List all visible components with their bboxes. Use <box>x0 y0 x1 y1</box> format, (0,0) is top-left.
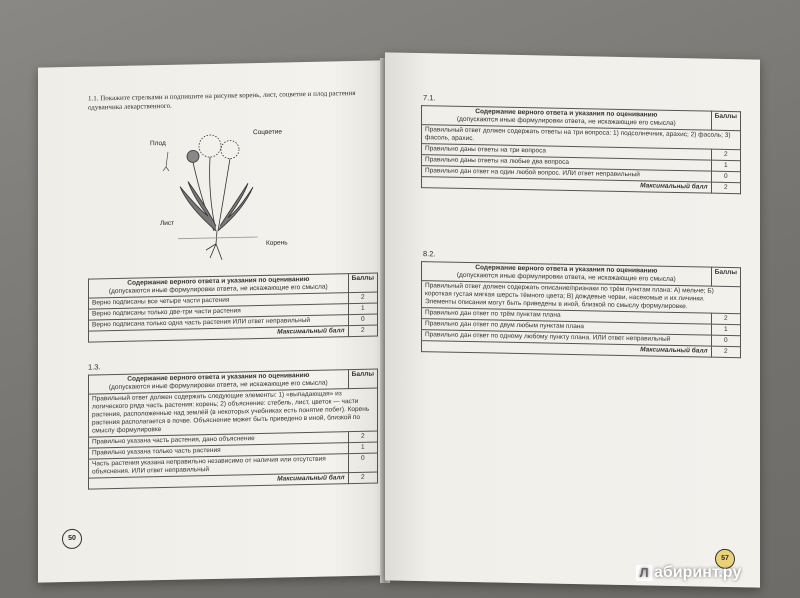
table-row: Правильно указана часть растения, дано объяснение 2 <box>89 431 378 448</box>
table-header: Содержание верного ответа и указания по оцениванию (допускаются иные формулировки ответа, не искажающие его смысла) <box>89 370 349 394</box>
labirint-logo-icon: Л <box>636 565 652 581</box>
table-header-points: Баллы <box>711 111 740 131</box>
table-row: Правильно дан ответ на один любой вопрос. ИЛИ ответ неправильный 0 <box>422 166 741 183</box>
right-page <box>385 52 760 587</box>
scoring-table-8-2 <box>421 261 741 358</box>
scoring-table-7-1 <box>421 105 741 194</box>
dandelion-illustration <box>158 125 278 268</box>
page-number: 50 <box>62 529 82 549</box>
table-row-max: Максимальный балл 2 <box>422 341 741 358</box>
table-row-max: Максимальный балл 2 <box>422 177 741 194</box>
table-header: Содержание верного ответа и указания по оцениванию (допускаются иные формулировки ответа, не искажающие его смысла) <box>89 274 349 298</box>
table-row-max: Максимальный балл 2 <box>89 325 378 342</box>
section-7-1-heading: 7.1. <box>423 93 436 103</box>
label-inflorescence: Соцветие <box>253 128 283 137</box>
table-row: Правильно даны ответы на любые два вопроса 1 <box>422 155 741 172</box>
table-row: Правильно дан ответ по двум любым пунктам плана 1 <box>422 319 741 336</box>
table-answer: Правильный ответ должен содержать описание/признаки по трём пунктам плана: А) мельче; Б) короткая густая мягкая шерсть тёмного цвета; В) дождевые черви, насекомые и их личинки. Элементы описания могут быть приведены в иной, близкой по смыслу формулировке. <box>422 281 741 314</box>
table-header: Содержание верного ответа и указания по оцениванию (допускаются иные формулировки ответа, не искажающие его смысла) <box>422 262 712 287</box>
table-row-max: Максимальный балл 2 <box>89 472 378 489</box>
section-8-2-heading: 8.2. <box>423 249 436 259</box>
table-row: Правильно указана только часть растения 1 <box>89 442 378 459</box>
table-row: Верно подписаны все четыре части растения 2 <box>89 292 378 309</box>
labirint-watermark: Л абиринт.ру <box>636 564 741 582</box>
table-header-points: Баллы <box>348 273 377 293</box>
left-page <box>38 60 384 582</box>
section-1-3-heading: 1.3. <box>88 362 101 372</box>
scoring-table-1-1 <box>88 273 378 343</box>
page-number: 57 <box>715 549 735 569</box>
label-root: Корень <box>266 239 288 247</box>
label-leaf: Лист <box>160 219 175 228</box>
table-row: Верно подписана только одна часть растения ИЛИ ответ неправильный 0 <box>89 314 378 331</box>
table-header: Содержание верного ответа и указания по оцениванию (допускаются иные формулировки ответа, не искажающие его смысла) <box>422 106 712 131</box>
scoring-table-1-3 <box>88 369 378 490</box>
table-answer: Правильный ответ должен содержать ответы на три вопроса: 1) подсолнечник, арахис; 2) фасоль; 3) фасоль, арахис. <box>422 125 741 150</box>
question-1-1-text: 1.1. Покажите стрелками и подпишите на рисунке корень, лист, соцветие и плод растения одуванчика лекарственного. <box>88 88 356 112</box>
label-fruit: Плод <box>150 139 166 148</box>
table-row: Верно подписаны только две-три части растения 1 <box>89 303 378 320</box>
table-row: Правильно даны ответы на три вопроса 2 <box>422 144 741 161</box>
table-answer: Правильный ответ должен содержать следующие элементы: 1) «выпадающая» из логического ряда часть растения: корень; 2) объяснение: стебель, лист, цветок — части растения, расположенные над землёй (в некоторых учебниках есть понятие побег). Корень растения располагается в почве. Объяснение может быть приведено в иной, близкой по смыслу формулировке <box>89 388 378 437</box>
table-header-points: Баллы <box>348 369 377 389</box>
table-row: Часть растения указана неправильно независимо от наличия или отсутствия объяснения. ИЛИ ответ неправильный 0 <box>89 453 378 478</box>
table-row: Правильно дан ответ по одному любому пункту плана. ИЛИ ответ неправильный 0 <box>422 330 741 347</box>
table-row: Правильно дан ответ по трём пунктам плана 2 <box>422 308 741 325</box>
table-header-points: Баллы <box>711 267 740 287</box>
